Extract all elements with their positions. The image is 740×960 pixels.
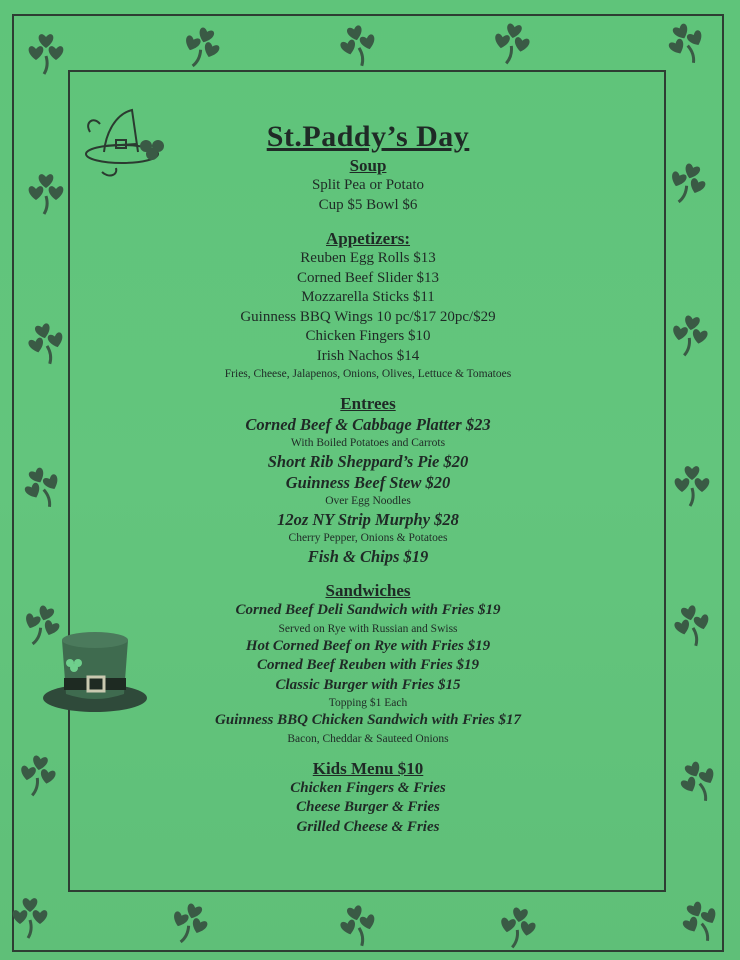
shamrock-icon [14,750,62,798]
shamrock-icon [178,22,226,70]
shamrock-icon [666,310,714,358]
kids-item: Cheese Burger & Fries [296,799,440,815]
shamrock-icon [6,892,54,940]
appetizer-item: Mozzarella Sticks $11 [301,289,435,305]
entree-note: With Boiled Potatoes and Carrots [290,437,446,449]
nachos-note: Fries, Cheese, Jalapenos, Onions, Olives, Lettuce & Tomatoes [224,368,512,380]
shamrock-icon [18,462,66,510]
sandwich-note: Topping $1 Each [328,697,408,709]
appetizer-item: Reuben Egg Rolls $13 [300,250,436,266]
kids-item: Chicken Fingers & Fries [290,779,446,796]
kids-item: Grilled Cheese & Fries [296,818,440,835]
appetizer-item: Guinness BBQ Wings 10 pc/$17 20pc/$29 [240,308,496,325]
appetizer-item: Chicken Fingers $10 [305,328,431,344]
shamrock-icon [668,600,716,648]
shamrock-icon [166,898,214,946]
entree-note: Cherry Pepper, Onions & Potatoes [288,532,448,544]
shamrock-icon [664,158,712,206]
shamrock-icon [488,18,536,66]
shamrock-icon [494,902,542,950]
shamrock-icon [22,28,70,76]
shamrock-icon [334,20,382,68]
appetizer-item: Corned Beef Slider $13 [296,269,440,286]
shamrock-icon [22,318,70,366]
sandwiches-heading: Sandwiches [325,581,411,600]
sandwich-note: Bacon, Cheddar & Sauteed Onions [287,732,449,745]
soup-heading: Soup [349,156,387,175]
shamrock-icon [334,900,382,948]
entree-note: Over Egg Noodles [325,495,411,507]
menu-content [70,118,666,837]
soup-line: Split Pea or Potato [311,177,425,193]
soup-line: Cup $5 Bowl $6 [318,196,418,213]
entrees-heading: Entrees [340,394,396,413]
sandwich-item: Hot Corned Beef on Rye with Fries $19 [245,637,491,654]
shamrock-icon [662,18,710,66]
sandwich-item: Corned Beef Reuben with Fries $19 [256,657,480,673]
appetizer-item: Irish Nachos $14 [316,347,420,364]
kids-menu-heading: Kids Menu $10 [312,758,424,778]
shamrock-icon [668,460,716,508]
entree-item: Corned Beef & Cabbage Platter $23 [245,415,491,434]
entree-item: Short Rib Sheppard’s Pie $20 [267,452,469,471]
entree-item: 12oz NY Strip Murphy $28 [277,510,459,529]
sandwich-item: Classic Burger with Fries $15 [275,676,461,693]
sandwich-note: Served on Rye with Russian and Swiss [278,622,458,635]
appetizers-heading: Appetizers: [325,229,411,248]
shamrock-icon [676,896,724,944]
sandwich-item: Corned Beef Deli Sandwich with Fries $19 [235,602,501,618]
entree-item: Guinness Beef Stew $20 [285,473,451,492]
shamrock-icon [22,168,70,216]
page-title: St.Paddy’s Day [266,120,470,153]
sandwich-item: Guinness BBQ Chicken Sandwich with Fries $17 [215,712,521,728]
entree-item: Fish & Chips $19 [307,547,429,566]
shamrock-icon [674,756,722,804]
